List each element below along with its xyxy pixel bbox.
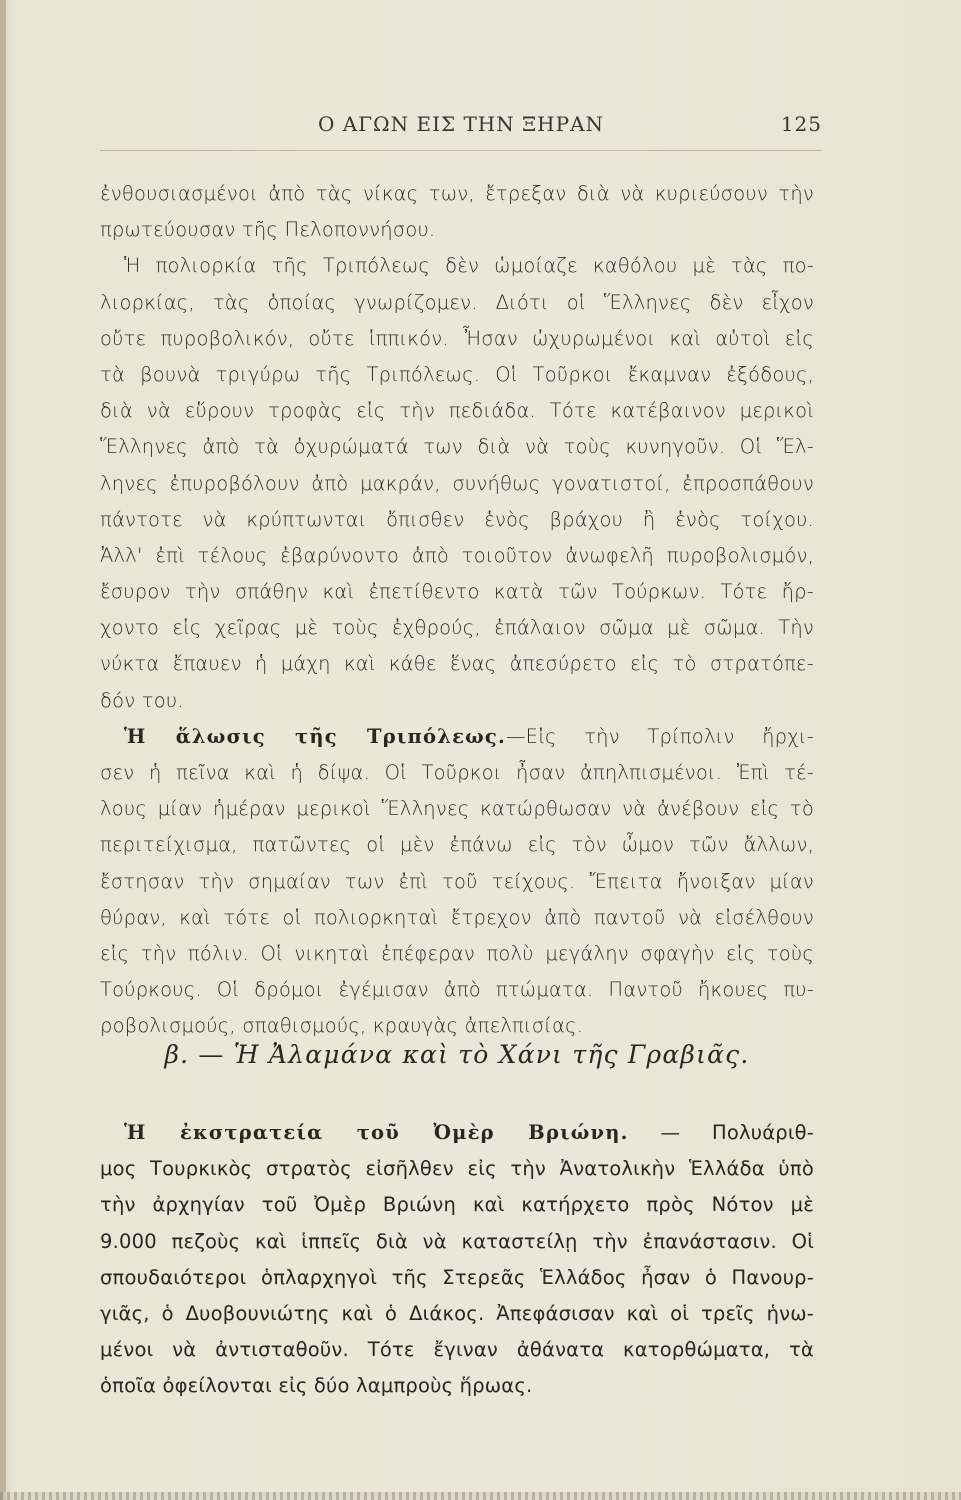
- section-title: β. — Ἡ Ἀλαμάνα καὶ τὸ Χάνι τῆς Γραβιᾶς.: [164, 1040, 750, 1069]
- text-line: διὰ νὰ εὕρουν τροφὰς εἰς τὴν πεδιάδα. Τότε κατέβαινον μερικοὶ: [100, 399, 814, 423]
- text-line: σπουδαιότεροι ὁπλαρχηγοὶ τῆς Στερεᾶς Ἑλλάδος ἦσαν ὁ Πανουρ-: [100, 1265, 814, 1289]
- text-line: Ἀλλ' ἐπὶ τέλους ἐβαρύνοντο ἀπὸ τοιοῦτον ἀνωφελῆ πυροβολισμόν,: [100, 543, 814, 567]
- text-line: μος Τουρκικὸς στρατὸς εἰσῆλθεν εἰς τὴν Ἀνατολικὴν Ἑλλάδα ὑπὸ: [100, 1157, 814, 1181]
- text-line: τὴν ἀρχηγίαν τοῦ Ὀμὲρ Βριώνη καὶ κατήρχετο πρὸς Νότον μὲ: [100, 1193, 814, 1217]
- text-line: πάντοτε νὰ κρύπτωνται ὄπισθεν ἑνὸς βράχου ἢ ἑνὸς τοίχου.: [100, 507, 814, 531]
- text-line: ροβολισμούς, σπαθισμούς, κραυγὰς ἀπελπισίας.: [100, 1014, 584, 1038]
- text-line: μένοι νὰ ἀντισταθοῦν. Τότε ἔγιναν ἀθάνατα κατορθώματα, τὰ: [100, 1338, 814, 1362]
- text-line: δόν του.: [100, 688, 184, 712]
- paragraph-heading: Ἡ ἐκστρατεία τοῦ Ὀμὲρ Βριώνη.: [124, 1121, 629, 1144]
- text-line: λιορκίας, τὰς ὁποίας γνωρίζομεν. Διότι οἱ Ἕλληνες δὲν εἶχον: [100, 290, 814, 314]
- running-title: Ο ΑΓΩΝ ΕΙΣ ΤΗΝ ΞΗΡΑΝ: [317, 112, 605, 136]
- text-line: πρωτεύουσαν τῆς Πελοποννήσου.: [100, 218, 436, 242]
- text-line: ἐνθουσιασμένοι ἀπὸ τὰς νίκας των, ἔτρεξαν διὰ νὰ κυριεύσουν τὴν: [100, 182, 814, 205]
- text-line: εἰς τὴν πόλιν. Οἱ νικηταὶ ἐπέφεραν πολὺ μεγάλην σφαγὴν εἰς τοὺς: [100, 941, 814, 965]
- page-number: 125: [780, 112, 822, 136]
- paragraph-lead-text: —Εἰς τὴν Τρίπολιν ἤρχι-: [505, 724, 814, 748]
- text-line: ληνες ἐπυροβόλουν ἀπὸ μακράν, συνήθως γονατιστοί, ἐπροσπάθουν: [100, 471, 814, 495]
- text-line: περιτείχισμα, πατῶντες οἱ μὲν ἐπάνω εἰς τὸν ὦμον τῶν ἄλλων,: [100, 833, 814, 857]
- text-line: ὁποῖα ὀφείλονται εἰς δύο λαμπροὺς ἥρωας.: [100, 1374, 533, 1398]
- text-line: ἔστησαν τὴν σημαίαν των ἐπὶ τοῦ τείχους. Ἔπειτα ἤνοιξαν μίαν: [100, 869, 814, 893]
- body-text-section-b: [100, 1115, 814, 1405]
- paragraph-lead-text: — Πολυάριθ-: [628, 1121, 814, 1144]
- paragraph-first-line: [100, 1115, 814, 1151]
- paragraph-heading: Ἡ ἅλωσις τῆς Τριπόλεως.: [124, 724, 506, 748]
- text-line: λους μίαν ἡμέραν μερικοὶ Ἕλληνες κατώρθωσαν νὰ ἀνέβουν εἰς τὸ: [100, 797, 814, 821]
- text-line: χοντο εἰς χεῖρας μὲ τοὺς ἐχθρούς, ἐπάλαιον σῶμα μὲ σῶμα. Τὴν: [100, 616, 814, 640]
- running-header: [100, 112, 822, 142]
- text-line: νύκτα ἔπαυεν ἡ μάχη καὶ κάθε ἕνας ἀπεσύρετο εἰς τὸ στρατόπε-: [100, 652, 814, 676]
- text-line: οὔτε πυροβολικόν, οὔτε ἱππικόν. Ἦσαν ὠχυρωμένοι καὶ αὐτοὶ εἰς: [100, 326, 814, 350]
- text-line: Ἡ πολιορκία τῆς Τριπόλεως δὲν ὡμοίαζε καθόλου μὲ τὰς πο-: [124, 254, 814, 278]
- text-line: 9.000 πεζοὺς καὶ ἱππεῖς διὰ νὰ καταστείλῃ τὴν ἐπανάστασιν. Οἱ: [100, 1229, 814, 1253]
- header-divider: [100, 150, 822, 151]
- body-text: [100, 176, 814, 1045]
- text-line: τὰ βουνὰ τριγύρω τῆς Τριπόλεως. Οἱ Τοῦρκοι ἔκαμναν ἐξόδους,: [100, 362, 814, 386]
- page-bottom-edge: [0, 1492, 961, 1500]
- text-line: ἔσυρον τὴν σπάθην καὶ ἐπετίθεντο κατὰ τῶν Τούρκων. Τότε ἤρ-: [100, 580, 814, 604]
- paragraph-first-line: [100, 719, 814, 755]
- text-line: Τούρκους. Οἱ δρόμοι ἐγέμισαν ἀπὸ πτώματα. Παντοῦ ἤκουες πυ-: [100, 978, 814, 1002]
- page-spine-shadow: [0, 0, 6, 1500]
- text-line: σεν ἡ πεῖνα καὶ ἡ δίψα. Οἱ Τοῦρκοι ἦσαν ἀπηλπισμένοι. Ἐπὶ τέ-: [100, 761, 814, 784]
- text-line: γιᾶς, ὁ Δυοβουνιώτης καὶ ὁ Διάκος. Ἀπεφάσισαν καὶ οἱ τρεῖς ἡνω-: [100, 1301, 814, 1325]
- text-line: θύραν, καὶ τότε οἱ πολιορκηταὶ ἔτρεχον ἀπὸ παντοῦ νὰ εἰσέλθουν: [100, 905, 814, 929]
- text-line: Ἕλληνες ἀπὸ τὰ ὀχυρώματά των διὰ νὰ τοὺς κυνηγοῦν. Οἱ Ἕλ-: [100, 435, 814, 459]
